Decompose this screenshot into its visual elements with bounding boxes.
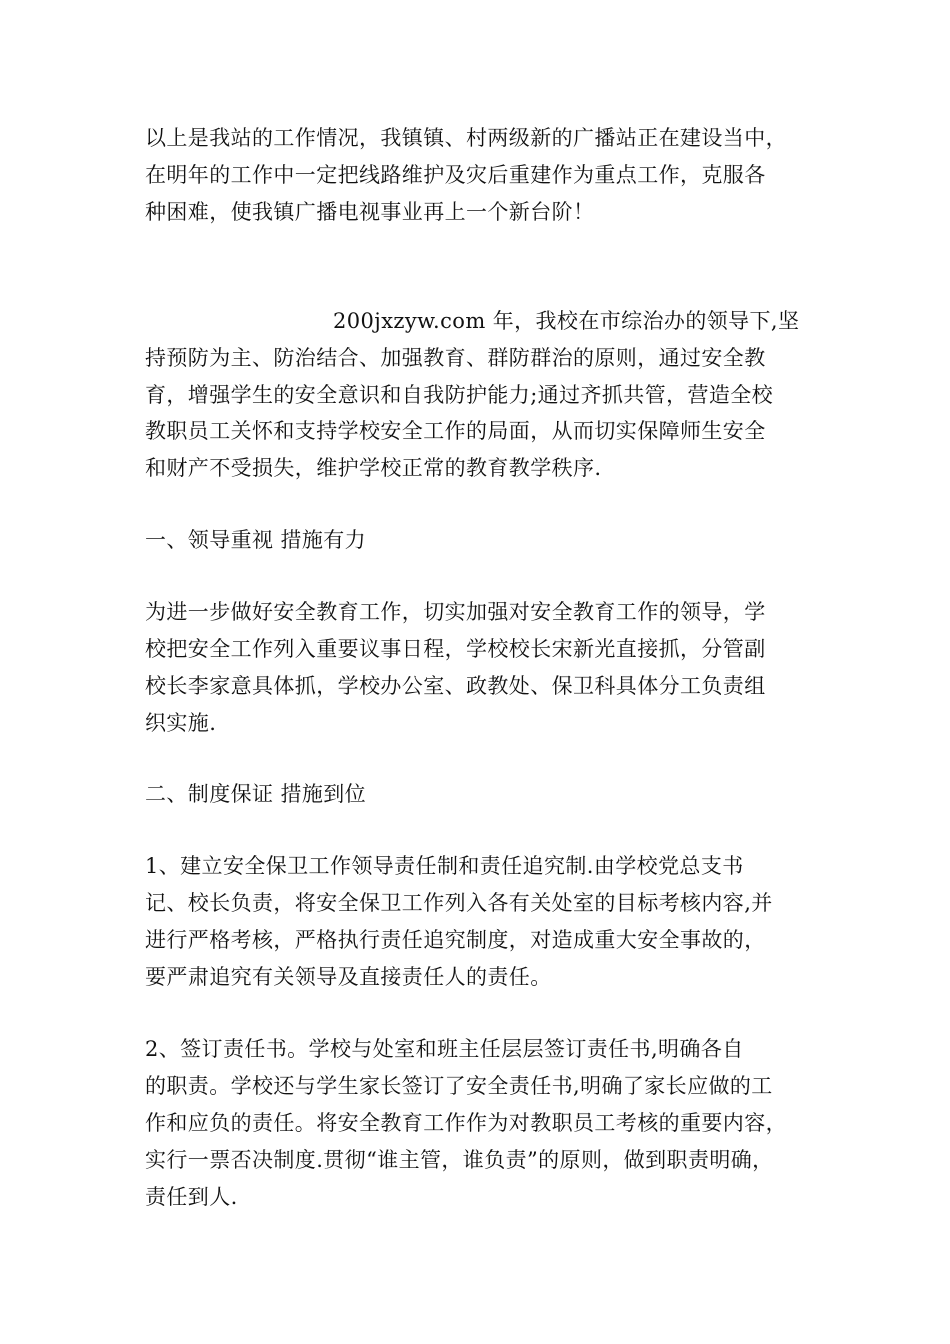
paragraph-2-line-2: 持预防为主、防治结合、加强教育、群防群治的原则，通过安全教 [145,346,766,370]
paragraph-3-line-4: 织实施. [145,711,217,735]
paragraph-5-line-1: 2、签订责任书。学校与处室和班主任层层签订责任书,明确各自 [145,1037,744,1061]
paragraph-1-line-1: 以上是我站的工作情况，我镇镇、村两级新的广播站正在建设当中， [145,126,787,150]
paragraph-4-line-1: 1、建立安全保卫工作领导责任制和责任追究制.由学校党总支书 [145,854,744,878]
paragraph-4-line-4: 要严肃追究有关领导及直接责任人的责任。 [145,965,552,989]
paragraph-2-line-5: 和财产不受损失，维护学校正常的教育教学秩序. [145,456,602,480]
paragraph-5-line-3: 作和应负的责任。将安全教育工作作为对教职员工考核的重要内容， [145,1111,787,1135]
paragraph-5-line-5: 责任到人. [145,1185,238,1209]
paragraph-3-line-1: 为进一步做好安全教育工作，切实加强对安全教育工作的领导，学 [145,600,766,624]
paragraph-1-line-2: 在明年的工作中一定把线路维护及灾后重建作为重点工作，克服各 [145,163,766,187]
section-heading-1: 一、领导重视 措施有力 [145,528,367,552]
paragraph-2-line-4: 教职员工关怀和支持学校安全工作的局面，从而切实保障师生安全 [145,419,766,443]
section-heading-2: 二、制度保证 措施到位 [145,782,367,806]
paragraph-5-line-2: 的职责。学校还与学生家长签订了安全责任书,明确了家长应做的工 [145,1074,773,1098]
paragraph-4-line-2: 记、校长负责，将安全保卫工作列入各有关处室的目标考核内容,并 [145,891,773,915]
paragraph-3-line-3: 校长李家意具体抓，学校办公室、政教处、保卫科具体分工负责组 [145,674,766,698]
paragraph-2-line-3: 育，增强学生的安全意识和自我防护能力;通过齐抓共管，营造全校 [145,383,774,407]
paragraph-2-line-1: 200jxzyw.com 年，我校在市综治办的领导下,坚 [333,309,800,333]
paragraph-5-line-4: 实行一票否决制度.贯彻“谁主管，谁负责”的原则，做到职责明确， [145,1148,774,1172]
paragraph-4-line-3: 进行严格考核，严格执行责任追究制度，对造成重大安全事故的， [145,928,766,952]
paragraph-3-line-2: 校把安全工作列入重要议事日程，学校校长宋新光直接抓，分管副 [145,637,766,661]
paragraph-1-line-3: 种困难，使我镇广播电视事业再上一个新台阶！ [145,200,595,224]
